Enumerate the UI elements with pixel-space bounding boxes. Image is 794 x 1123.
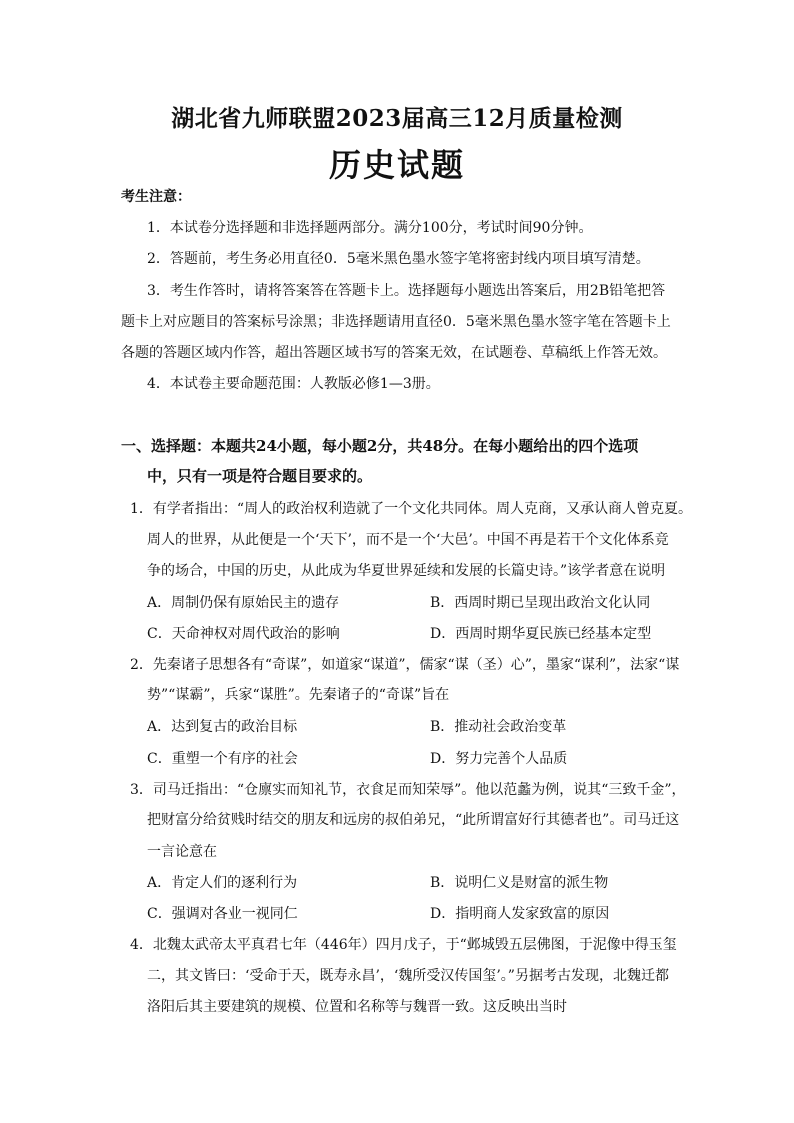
question-stem: 洛阳后其主要建筑的规模、位置和名称等与魏晋一致。这反映出当时 — [147, 999, 567, 1015]
question-stem: 3．司马迁指出：“仓廪实而知礼节，衣食足而知荣辱”。他以范蠡为例，说其“三致千金”， — [130, 782, 686, 798]
option-d: D．西周时期华夏民族已经基本定型 — [430, 626, 652, 642]
question-stem: 势”“谋霸”，兵家“谋胜”。先秦诸子的“奇谋”旨在 — [147, 687, 450, 703]
question-stem: 争的场合，中国的历史，从此成为华夏世界延续和发展的长篇史诗。”该学者意在说明 — [147, 563, 666, 579]
question-stem: 2．先秦诸子思想各有“奇谋”，如道家“谋道”，儒家“谋（圣）心”，墨家“谋利”，法家“谋 — [130, 657, 680, 673]
notice-item: 1．本试卷分选择题和非选择题两部分。满分100分，考试时间90分钟。 — [147, 220, 593, 236]
option-d: D．努力完善个人品质 — [430, 751, 568, 767]
notice-item: 2．答题前，考生务必用直径0．5毫米黑色墨水签字笔将密封线内项目填写清楚。 — [147, 251, 650, 267]
question-stem: 周人的世界，从此便是一个‘天下’，而不是一个‘大邑’。中国不再是若干个文化体系竞 — [147, 532, 669, 548]
option-d: D．指明商人发家致富的原因 — [430, 906, 610, 922]
section-heading: 一、选择题：本题共24小题，每小题2分，共48分。在每小题给出的四个选项 — [121, 437, 639, 455]
subject-title: 历史试题 — [328, 146, 465, 184]
section-heading: 中，只有一项是符合题目要求的。 — [147, 467, 373, 485]
option-a: A．周制仍保有原始民主的遗存 — [147, 595, 340, 611]
notice-item: 3．考生作答时，请将答案答在答题卡上。选择题每小题选出答案后，用2B铅笔把答 — [147, 283, 666, 299]
question-stem: 4．北魏太武帝太平真君七年（446年）四月戊子，于“邺城毁五层佛图，于泥像中得玉玺 — [130, 937, 677, 953]
exam-title: 湖北省九师联盟2023届高三12月质量检测 — [171, 105, 623, 132]
question-stem: 二，其文皆曰：‘受命于天，既寿永昌’，‘魏所受汉传国玺’。”另据考古发现，北魏迁都 — [147, 968, 669, 984]
question-stem: 把财富分给贫贱时结交的朋友和远房的叔伯弟兄，“此所谓富好行其德者也”。司马迁这 — [147, 812, 680, 828]
option-b: B．说明仁义是财富的派生物 — [430, 875, 609, 891]
notice-item: 4．本试卷主要命题范围：人教版必修1—3册。 — [147, 376, 440, 392]
question-stem: 一言论意在 — [147, 844, 217, 860]
option-c: C．强调对各业一视同仁 — [147, 906, 298, 922]
question-stem: 1．有学者指出：“周人的政治权利造就了一个文化共同体。周人克商，又承认商人曾克夏。 — [130, 501, 693, 517]
notice-item: 各题的答题区域内作答，超出答题区域书写的答案无效，在试题卷、草稿纸上作答无效。 — [121, 345, 667, 361]
notice-heading: 考生注意： — [121, 189, 191, 205]
option-c: C．天命神权对周代政治的影响 — [147, 626, 340, 642]
option-b: B．推动社会政治变革 — [430, 719, 567, 735]
notice-item: 题卡上对应题目的答案标号涂黑；非选择题请用直径0．5毫米黑色墨水签字笔在答题卡上 — [121, 314, 671, 330]
option-b: B．西周时期已呈现出政治文化认同 — [430, 595, 651, 611]
option-c: C．重塑一个有序的社会 — [147, 751, 298, 767]
option-a: A．达到复古的政治目标 — [147, 719, 298, 735]
option-a: A．肯定人们的逐利行为 — [147, 875, 298, 891]
